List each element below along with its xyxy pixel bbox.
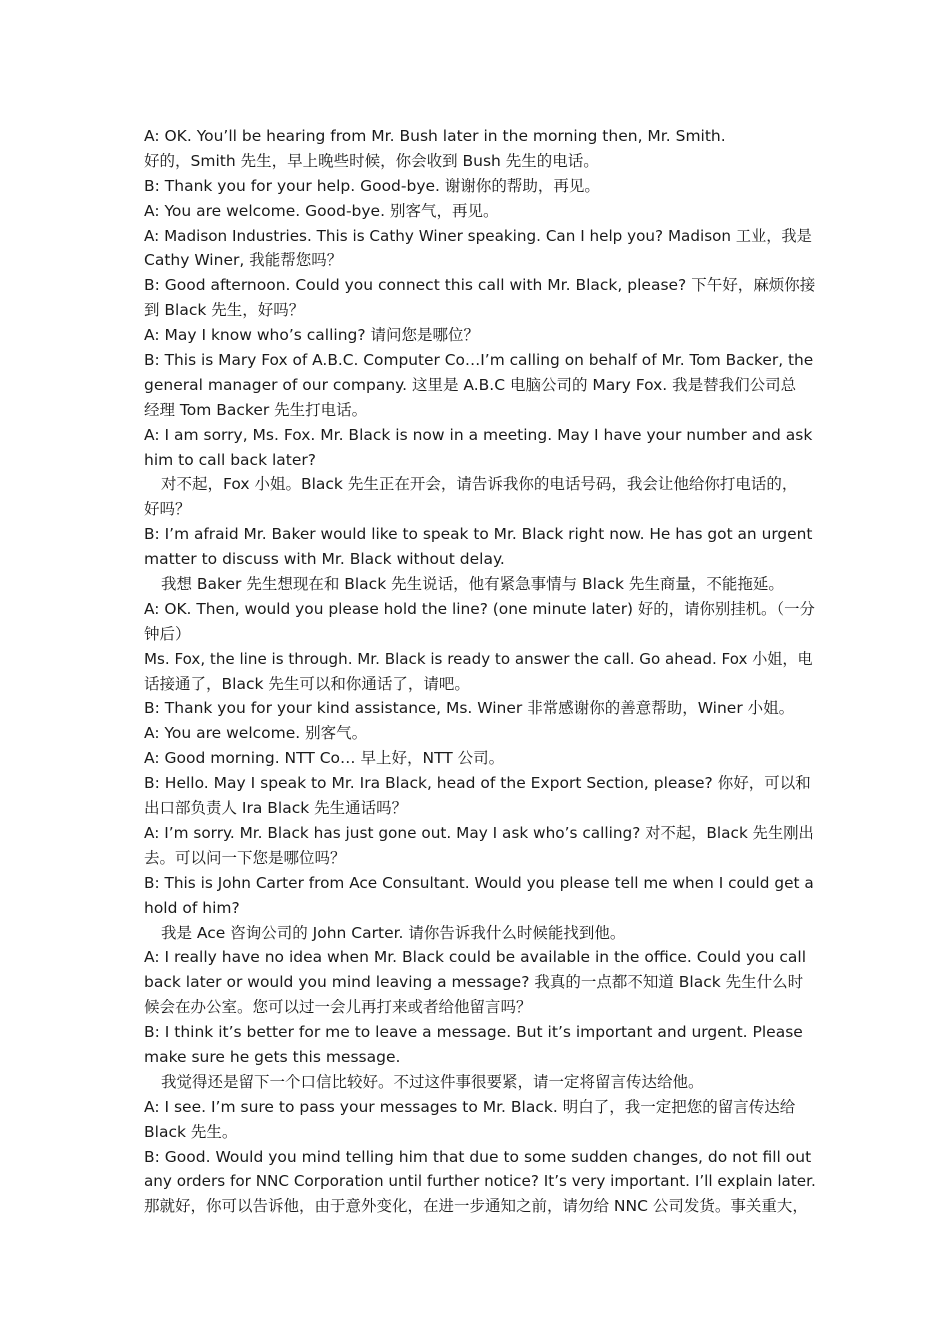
- dialogue-line: Cathy Winer, 我能帮您吗？: [144, 251, 343, 270]
- dialogue-line: A: OK. You’ll be hearing from Mr. Bush later in the morning then, Mr. Smith.: [144, 127, 726, 145]
- dialogue-line: any orders for NNC Corporation until further notice? It’s very important. I’ll explain later.: [144, 1172, 816, 1191]
- dialogue-line: B: Thank you for your help. Good-bye. 谢谢你的帮助，再见。: [144, 176, 600, 195]
- dialogue-line: 到 Black 先生，好吗？: [144, 301, 305, 320]
- dialogue-line: 候会在办公室。您可以过一会儿再打来或者给他留言吗？: [144, 998, 532, 1017]
- dialogue-line: make sure he gets this message.: [144, 1047, 401, 1066]
- dialogue-line: B: I think it’s better for me to leave a message. But it’s important and urgent. Please: [144, 1023, 803, 1042]
- dialogue-line: A: Good morning. NTT Co… 早上好，NTT 公司。: [144, 749, 505, 768]
- dialogue-line: 我想 Baker 先生想现在和 Black 先生说话，他有紧急事情与 Black 先生商量，不能拖延。: [161, 575, 784, 594]
- dialogue-line: 话接通了，Black 先生可以和你通话了，请吧。: [144, 674, 470, 693]
- dialogue-line: B: I’m afraid Mr. Baker would like to speak to Mr. Black right now. He has got an urgent: [144, 525, 813, 544]
- dialogue-line: him to call back later?: [144, 450, 316, 469]
- dialogue-line: 经理 Tom Backer 先生打电话。: [144, 400, 368, 419]
- dialogue-line: A: I really have no idea when Mr. Black could be available in the office. Could you call: [144, 948, 807, 967]
- dialogue-line: A: OK. Then, would you please hold the line? (one minute later) 好的，请你别挂机。（一分: [144, 599, 815, 618]
- dialogue-text: [144, 124, 816, 1219]
- dialogue-line: A: I’m sorry. Mr. Black has just gone out. May I ask who’s calling? 对不起，Black 先生刚出: [144, 823, 814, 842]
- dialogue-line: 钟后）: [144, 624, 191, 643]
- dialogue-line: B: Thank you for your kind assistance, Ms. Winer 非常感谢你的善意帮助，Winer 小姐。: [144, 699, 795, 718]
- dialogue-line: 对不起，Fox 小姐。Black 先生正在开会，请告诉我你的电话号码，我会让他给你打电话的，: [161, 475, 798, 494]
- dialogue-line: 我觉得还是留下一个口信比较好。不过这件事很要紧，请一定将留言传达给他。: [161, 1072, 704, 1091]
- dialogue-line: 好吗？: [144, 500, 191, 519]
- dialogue-line: Ms. Fox, the line is through. Mr. Black is ready to answer the call. Go ahead. Fox 小姐，电: [144, 649, 813, 668]
- dialogue-line: A: I am sorry, Ms. Fox. Mr. Black is now in a meeting. May I have your number and ask: [144, 425, 813, 444]
- dialogue-line: back later or would you mind leaving a message? 我真的一点都不知道 Black 先生什么时: [144, 973, 804, 992]
- dialogue-line: 那就好，你可以告诉他，由于意外变化，在进一步通知之前，请勿给 NNC 公司发货。事关重大，: [144, 1197, 808, 1216]
- dialogue-line: A: Madison Industries. This is Cathy Winer speaking. Can I help you? Madison 工业，我是: [144, 226, 812, 245]
- dialogue-line: 出口部负责人 Ira Black 先生通话吗？: [144, 799, 408, 818]
- dialogue-line: matter to discuss with Mr. Black without delay.: [144, 550, 505, 569]
- dialogue-line: 好的，Smith 先生，早上晚些时候，你会收到 Bush 先生的电话。: [144, 151, 599, 170]
- dialogue-line: 我是 Ace 咨询公司的 John Carter. 请你告诉我什么时候能找到他。: [161, 923, 626, 942]
- dialogue-line: A: You are welcome. 别客气。: [144, 724, 368, 743]
- dialogue-line: hold of him?: [144, 898, 240, 917]
- dialogue-line: 去。可以问一下您是哪位吗？: [144, 848, 346, 867]
- dialogue-line: B: This is Mary Fox of A.B.C. Computer Co…I’m calling on behalf of Mr. Tom Backer, the: [144, 351, 814, 370]
- dialogue-line: general manager of our company. 这里是 A.B.C 电脑公司的 Mary Fox. 我是替我们公司总: [144, 375, 797, 394]
- dialogue-line: Black 先生。: [144, 1122, 238, 1141]
- dialogue-line: A: I see. I’m sure to pass your messages to Mr. Black. 明白了，我一定把您的留言传达给: [144, 1097, 796, 1116]
- dialogue-line: B: Good afternoon. Could you connect this call with Mr. Black, please? 下午好，麻烦你接: [144, 276, 816, 295]
- dialogue-line: B: Good. Would you mind telling him that due to some sudden changes, do not fill out: [144, 1147, 812, 1166]
- dialogue-line: B: Hello. May I speak to Mr. Ira Black, head of the Export Section, please? 你好，可以和: [144, 774, 811, 793]
- dialogue-line: A: You are welcome. Good-bye. 别客气，再见。: [144, 201, 499, 220]
- dialogue-line: B: This is John Carter from Ace Consultant. Would you please tell me when I could get a: [144, 873, 814, 892]
- dialogue-line: A: May I know who’s calling? 请问您是哪位？: [144, 326, 480, 345]
